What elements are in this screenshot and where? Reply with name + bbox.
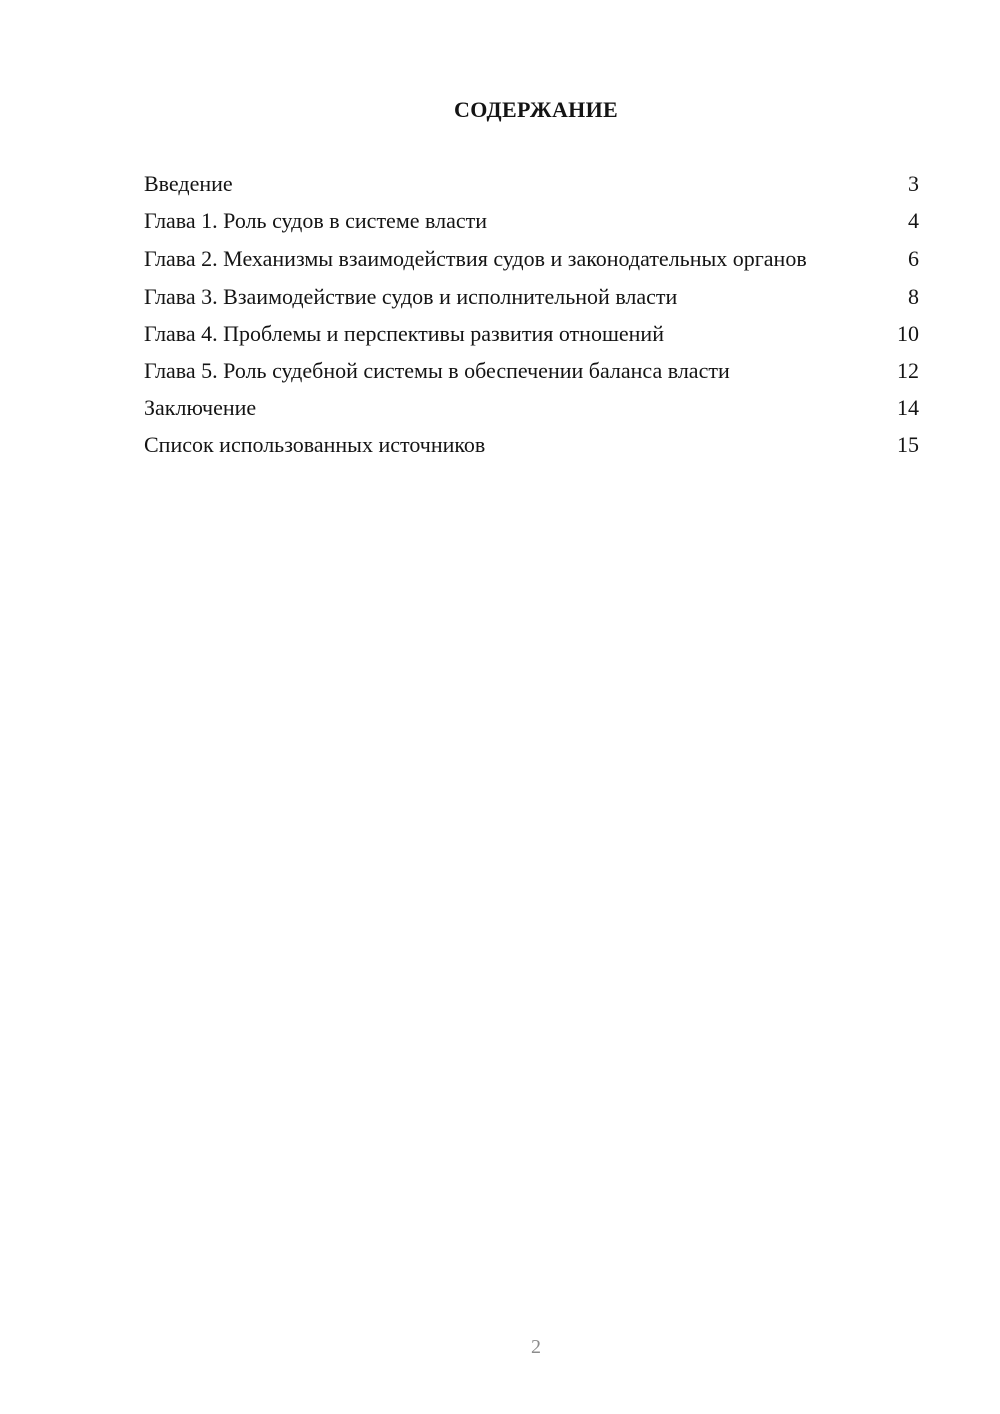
toc-entry-page: 4: [908, 208, 919, 233]
toc-entry-introduction: [144, 170, 919, 198]
toc-entry-page: 15: [897, 432, 919, 457]
page-number: 2: [531, 1336, 541, 1358]
toc-entry-conclusion: [144, 394, 919, 422]
toc-entry-title: Введение: [144, 171, 233, 196]
toc-entry-page: 12: [897, 358, 919, 383]
toc-entry-chapter-2: [144, 244, 919, 274]
toc-entry-title: Глава 1. Роль судов в системе власти: [144, 208, 487, 233]
table-of-contents: [144, 170, 919, 468]
toc-entry-chapter-3: [144, 283, 919, 311]
toc-entry-page: 6: [908, 246, 919, 271]
toc-entry-chapter-1: [144, 207, 919, 235]
toc-entry-references: [144, 431, 919, 459]
toc-entry-title: Глава 4. Проблемы и перспективы развития отношений: [144, 321, 664, 346]
toc-entry-title: Заключение: [144, 395, 257, 420]
toc-entry-title: Список использованных источников: [144, 432, 486, 457]
toc-heading: СОДЕРЖАНИЕ: [454, 97, 618, 122]
toc-entry-page: 3: [908, 171, 919, 196]
toc-entry-page: 8: [908, 284, 919, 309]
toc-entry-title: Глава 3. Взаимодействие судов и исполнительной власти: [144, 284, 678, 309]
toc-entry-page: 10: [897, 321, 919, 346]
toc-entry-title: Глава 5. Роль судебной системы в обеспечении баланса власти: [144, 358, 730, 383]
toc-entry-chapter-4: [144, 320, 919, 348]
toc-entry-chapter-5: [144, 357, 919, 385]
toc-entry-title: Глава 2. Механизмы взаимодействия судов и законодательных органов: [144, 246, 807, 271]
toc-entry-page: 14: [897, 395, 919, 420]
